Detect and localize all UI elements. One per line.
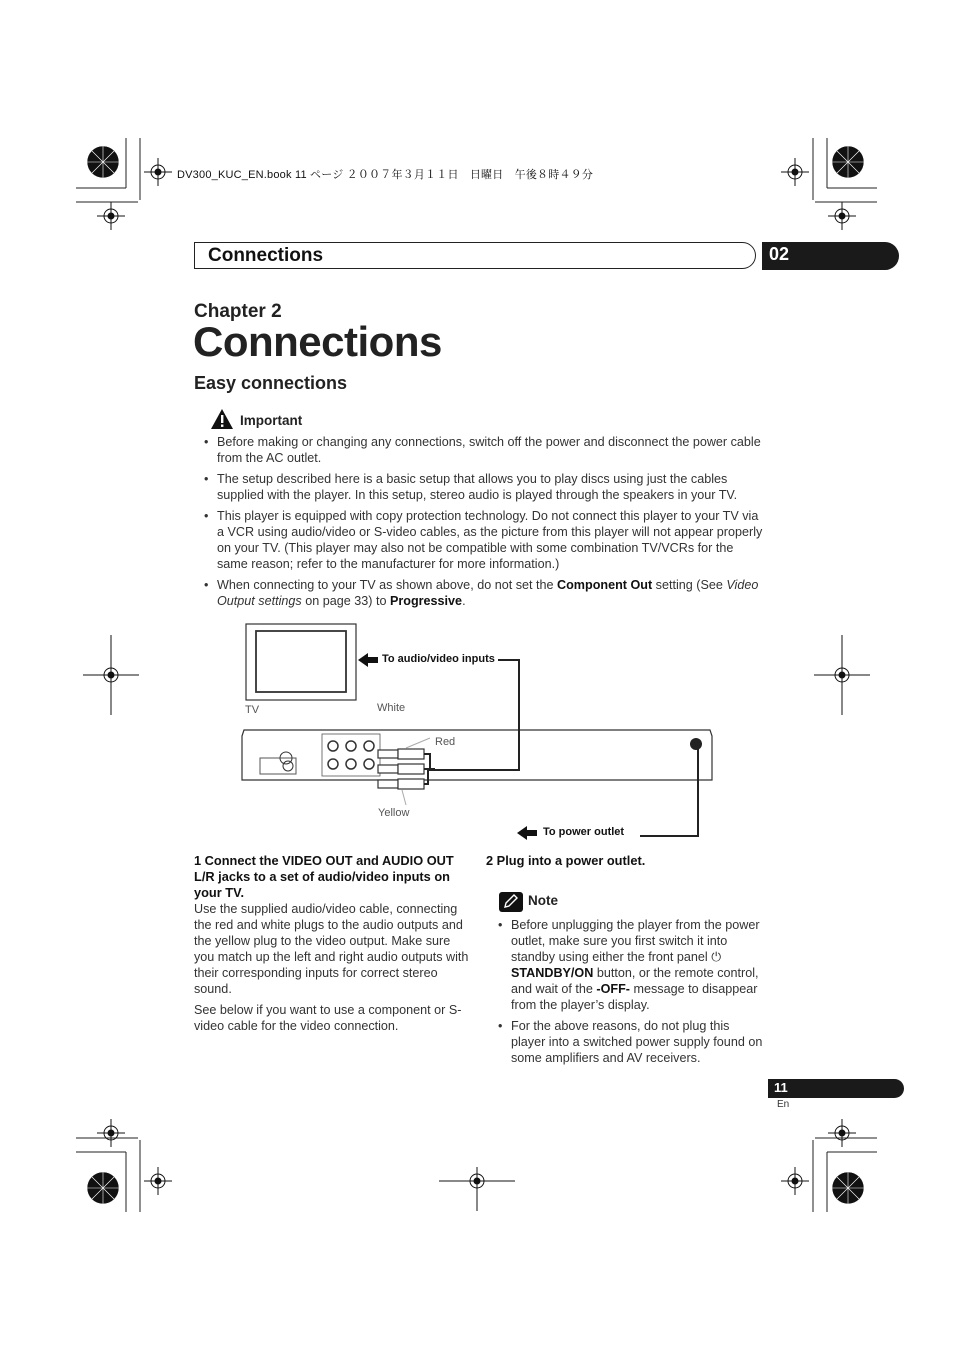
- print-info-line: DV300_KUC_EN.book 11 ページ ２００７年３月１１日 日曜日 午後８時４９分: [177, 169, 594, 181]
- list-item: • When connecting to your TV as shown above, do not set the Component Out setting (See Video Output settings on page 33) to Progressive.: [199, 577, 764, 609]
- step-1-body: Use the supplied audio/video cable, connecting the red and white plugs to the audio outputs and the yellow plug to the video output. Make sure you match up the left and right audio outputs with their corresponding inputs for correct stereo sound.: [194, 902, 469, 996]
- power-outlet-label: To power outlet: [543, 826, 625, 838]
- list-item: • Before making or changing any connections, switch off the power and disconnect the power cable from the AC outlet.: [199, 434, 764, 466]
- red-cable-label: Red: [435, 736, 456, 748]
- audio-video-inputs-label: To audio/video inputs: [382, 653, 495, 665]
- warning-icon: [210, 408, 234, 430]
- list-item: • This player is equipped with copy protection technology. Do not connect this player to your TV via a VCR using audio/video or S-video cables, as the picture from this player will not appear properly on your TV. (This player may also not be compatible with some combination TV/VCRs for the same reason; refer to the manufacturer for more information.): [199, 508, 764, 572]
- page-number: 11: [768, 1079, 904, 1098]
- arrow-left-icon: [358, 653, 378, 667]
- important-heading: Important: [240, 413, 303, 428]
- chapter-label: Chapter 2: [194, 301, 282, 322]
- list-item: • Before unplugging the player from the power outlet, make sure you first switch it into standby using either the front panel ⏻ STANDBY/ON button, or the remote control, and wait of the -OFF- message to disappear from the player’s display.: [493, 917, 763, 1013]
- header-title: Connections: [208, 245, 324, 266]
- note-heading: Note: [528, 893, 558, 908]
- white-cable-label: White: [377, 702, 406, 714]
- chapter-number-tab: 02: [762, 242, 899, 270]
- dvd-player-rear-panel: [242, 730, 712, 780]
- yellow-cable-label: Yellow: [378, 807, 410, 819]
- list-item: • The setup described here is a basic setup that allows you to play discs using just the cables supplied with the player. In this setup, stereo audio is played through the speakers in your TV.: [199, 471, 764, 503]
- list-item: • For the above reasons, do not plug this player into a switched power supply found on some amplifiers and AV receivers.: [493, 1018, 763, 1066]
- section-title: Easy connections: [194, 373, 348, 393]
- arrow-left-icon: [517, 826, 537, 840]
- standby-icon: ⏻: [711, 950, 722, 964]
- note-list: [493, 917, 763, 1071]
- chapter-title: Connections: [193, 318, 442, 365]
- note-pencil-icon: [499, 892, 523, 912]
- language-code: En: [777, 1099, 790, 1110]
- important-list: [199, 434, 764, 614]
- step-2-heading: 2 Plug into a power outlet.: [486, 853, 646, 868]
- step-1-heading: 1 Connect the VIDEO OUT and AUDIO OUT L/R jacks to a set of audio/video inputs on your TV.: [194, 853, 454, 900]
- tv-illustration: [246, 624, 356, 700]
- step-1-block: [194, 853, 469, 1039]
- tv-label: TV: [245, 704, 260, 716]
- step-1-note: See below if you want to use a component or S-video cable for the video connection.: [194, 1003, 462, 1033]
